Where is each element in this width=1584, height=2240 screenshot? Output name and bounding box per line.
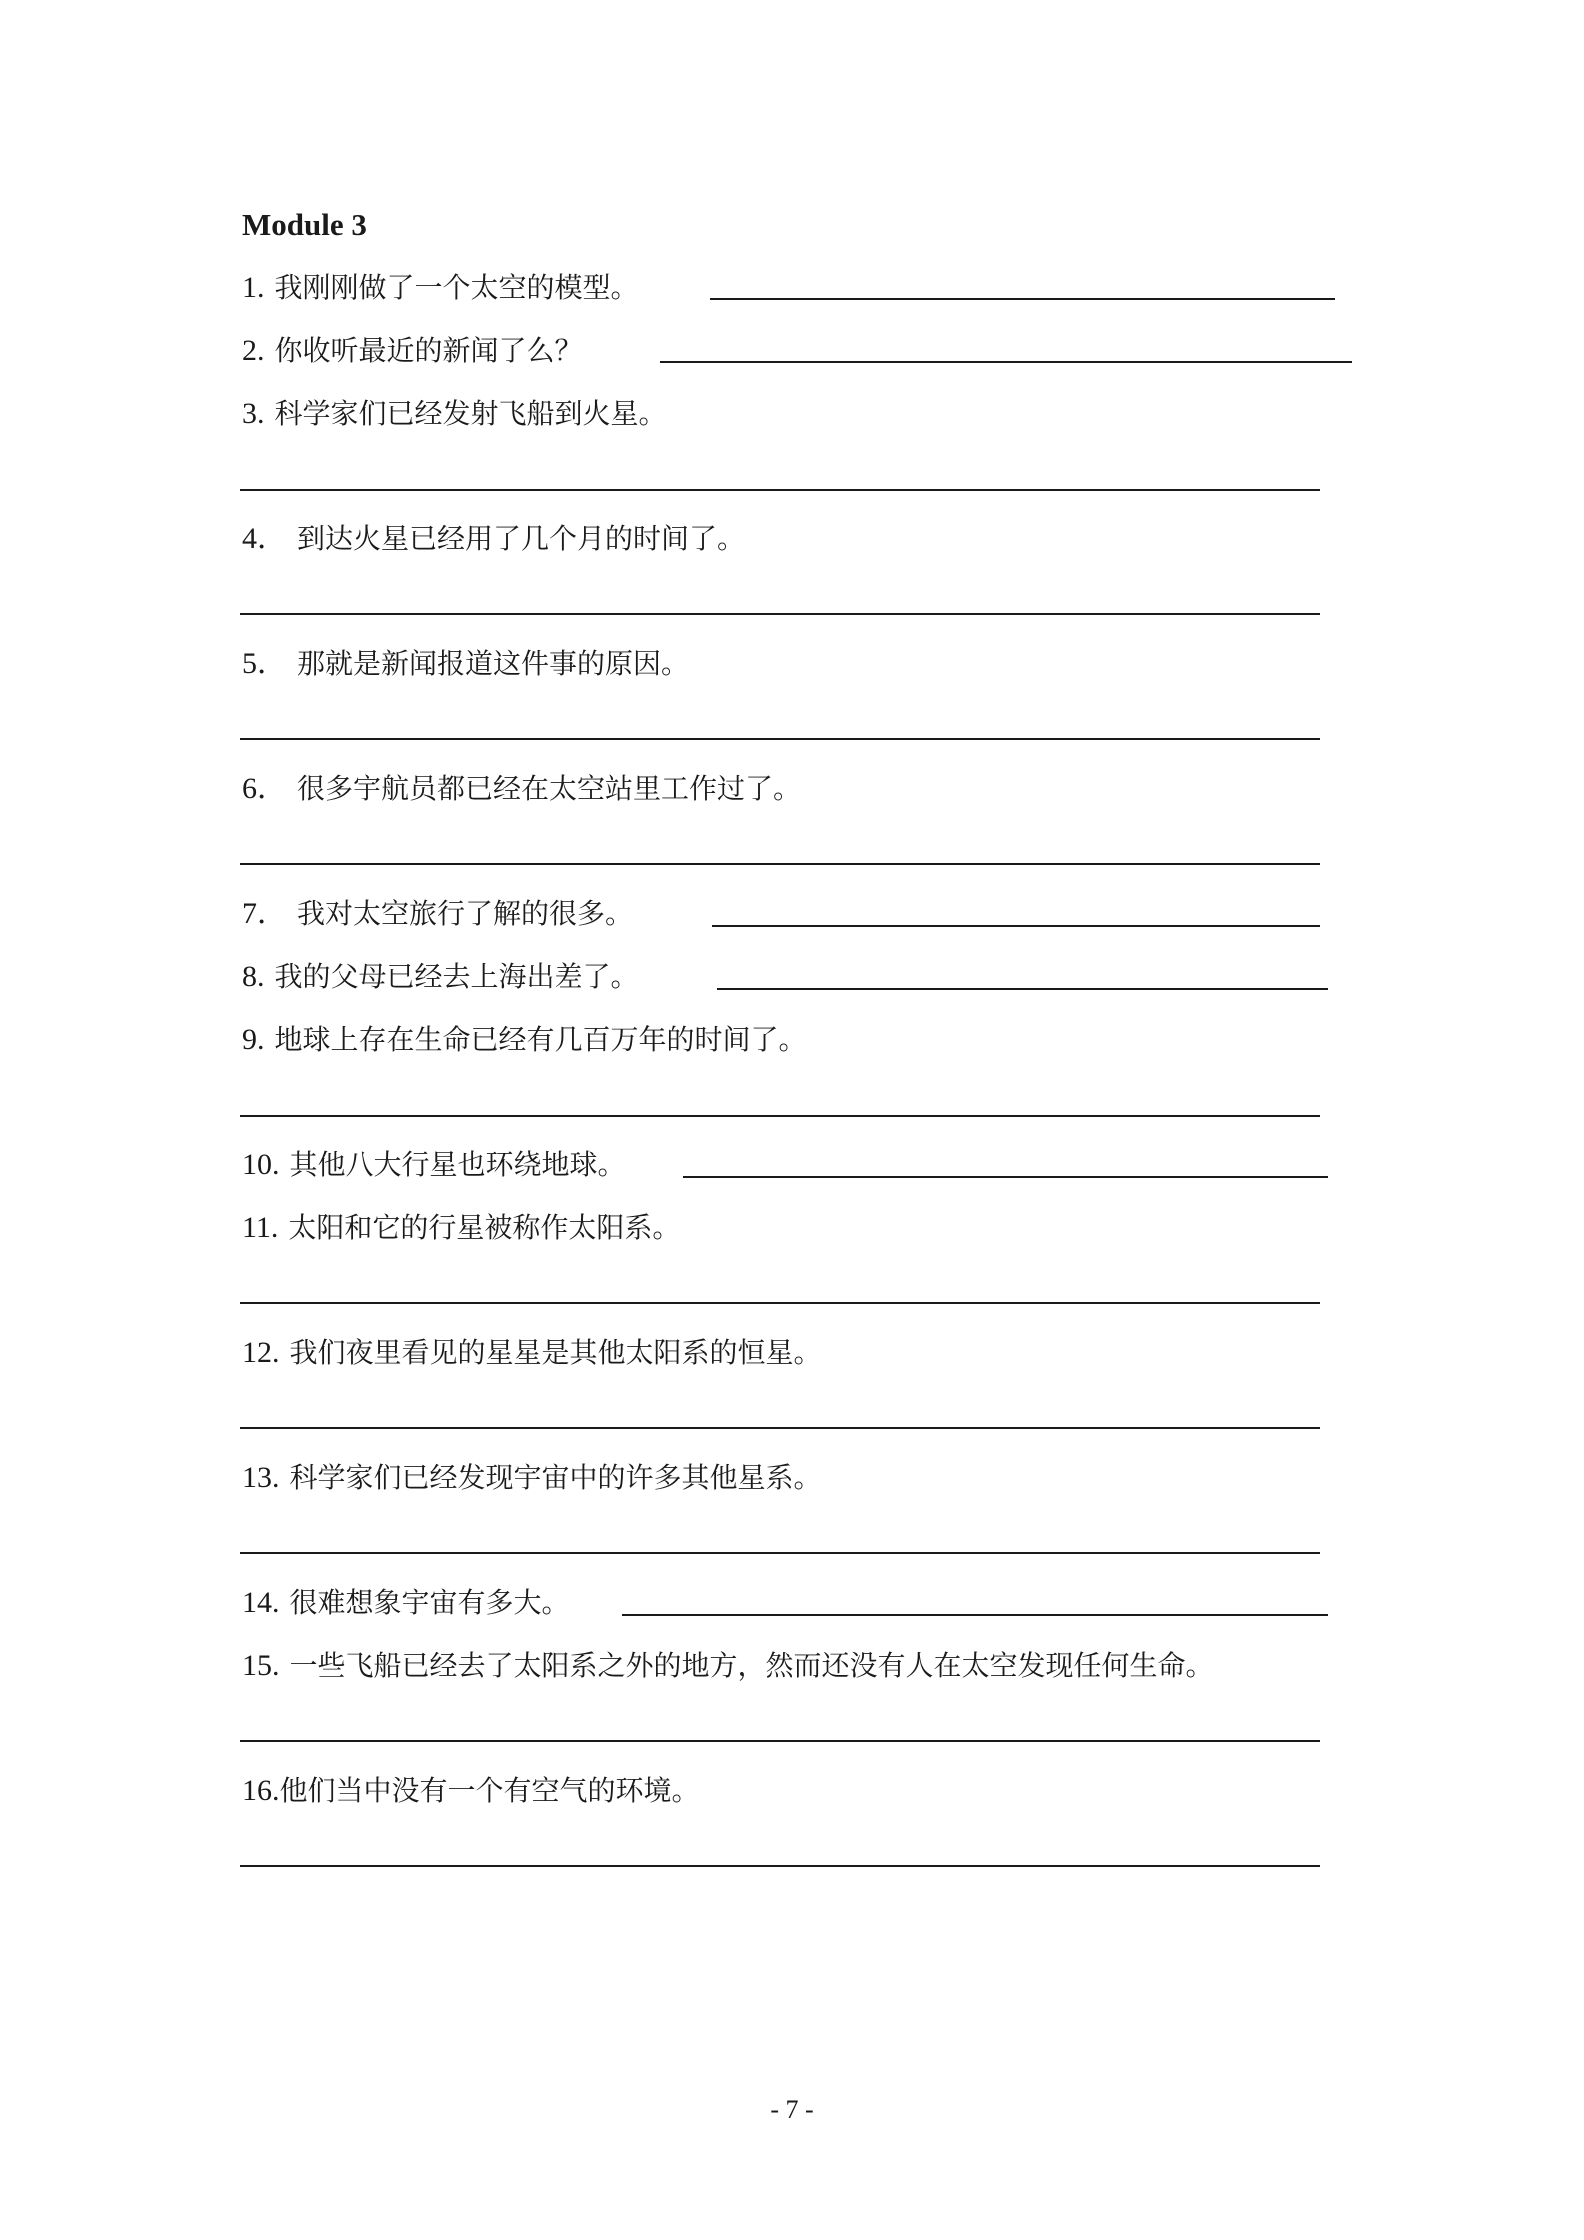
question-2 [242, 331, 583, 371]
answer-line-6[interactable] [240, 863, 1320, 865]
question-number: 8. [242, 960, 265, 993]
question-number: 1. [242, 271, 265, 304]
question-number: 16. [242, 1774, 280, 1807]
question-text: 很难想象宇宙有多大。 [289, 1586, 570, 1619]
answer-line-10[interactable] [683, 1176, 1328, 1178]
question-number: 5． [242, 647, 287, 680]
question-1 [242, 268, 639, 308]
question-14 [242, 1583, 570, 1623]
question-number: 11. [242, 1211, 279, 1244]
answer-line-1[interactable] [710, 298, 1335, 300]
question-number: 13. [242, 1461, 280, 1494]
question-number: 6． [242, 772, 287, 805]
question-number: 14. [242, 1586, 280, 1619]
page-number: - 7 - [770, 2095, 814, 2124]
question-text: 太阳和它的行星被称作太阳系。 [288, 1211, 681, 1244]
question-3 [242, 394, 667, 434]
question-number: 4． [242, 522, 287, 555]
question-text: 我们夜里看见的星星是其他太阳系的恒星。 [289, 1336, 822, 1369]
question-number: 2. [242, 334, 265, 367]
question-number: 9. [242, 1023, 265, 1056]
question-number: 10. [242, 1148, 280, 1181]
answer-line-14[interactable] [622, 1614, 1328, 1616]
answer-line-16[interactable] [240, 1865, 1320, 1867]
question-text: 科学家们已经发射飞船到火星。 [274, 397, 667, 430]
answer-line-13[interactable] [240, 1552, 1320, 1554]
question-text: 我的父母已经去上海出差了。 [274, 960, 639, 993]
answer-line-9[interactable] [240, 1115, 1320, 1117]
answer-line-11[interactable] [240, 1302, 1320, 1304]
question-4 [242, 519, 745, 559]
question-text: 科学家们已经发现宇宙中的许多其他星系。 [289, 1461, 822, 1494]
question-text: 很多宇航员都已经在太空站里工作过了。 [297, 772, 802, 805]
question-text: 你收听最近的新闻了么？ [274, 334, 583, 367]
question-text: 他们当中没有一个有空气的环境。 [279, 1774, 700, 1807]
answer-line-3[interactable] [240, 489, 1320, 491]
question-text: 其他八大行星也环绕地球。 [289, 1148, 626, 1181]
answer-line-12[interactable] [240, 1427, 1320, 1429]
question-text: 那就是新闻报道这件事的原因。 [297, 647, 690, 680]
answer-line-2[interactable] [660, 361, 1352, 363]
question-16 [242, 1771, 700, 1811]
answer-line-8[interactable] [717, 988, 1328, 990]
question-text: 到达火星已经用了几个月的时间了。 [297, 522, 746, 555]
answer-line-4[interactable] [240, 613, 1320, 615]
question-text: 我对太空旅行了解的很多。 [297, 897, 634, 930]
question-number: 12. [242, 1336, 280, 1369]
question-7 [242, 894, 633, 934]
question-12 [242, 1333, 822, 1373]
question-text: 我刚刚做了一个太空的模型。 [274, 271, 639, 304]
module-title: Module 3 [242, 207, 367, 242]
question-5 [242, 644, 689, 684]
answer-line-7[interactable] [712, 925, 1320, 927]
question-text: 一些飞船已经去了太阳系之外的地方，然而还没有人在太空发现任何生命。 [289, 1649, 1214, 1682]
question-text: 地球上存在生命已经有几百万年的时间了。 [274, 1023, 807, 1056]
question-8 [242, 957, 639, 997]
answer-line-15[interactable] [240, 1740, 1320, 1742]
question-15 [242, 1646, 1214, 1686]
question-6 [242, 769, 801, 809]
question-10 [242, 1145, 626, 1185]
question-number: 15. [242, 1649, 280, 1682]
question-9 [242, 1020, 807, 1060]
question-number: 7． [242, 897, 287, 930]
question-13 [242, 1458, 822, 1498]
question-11 [242, 1208, 680, 1248]
question-number: 3. [242, 397, 265, 430]
answer-line-5[interactable] [240, 738, 1320, 740]
